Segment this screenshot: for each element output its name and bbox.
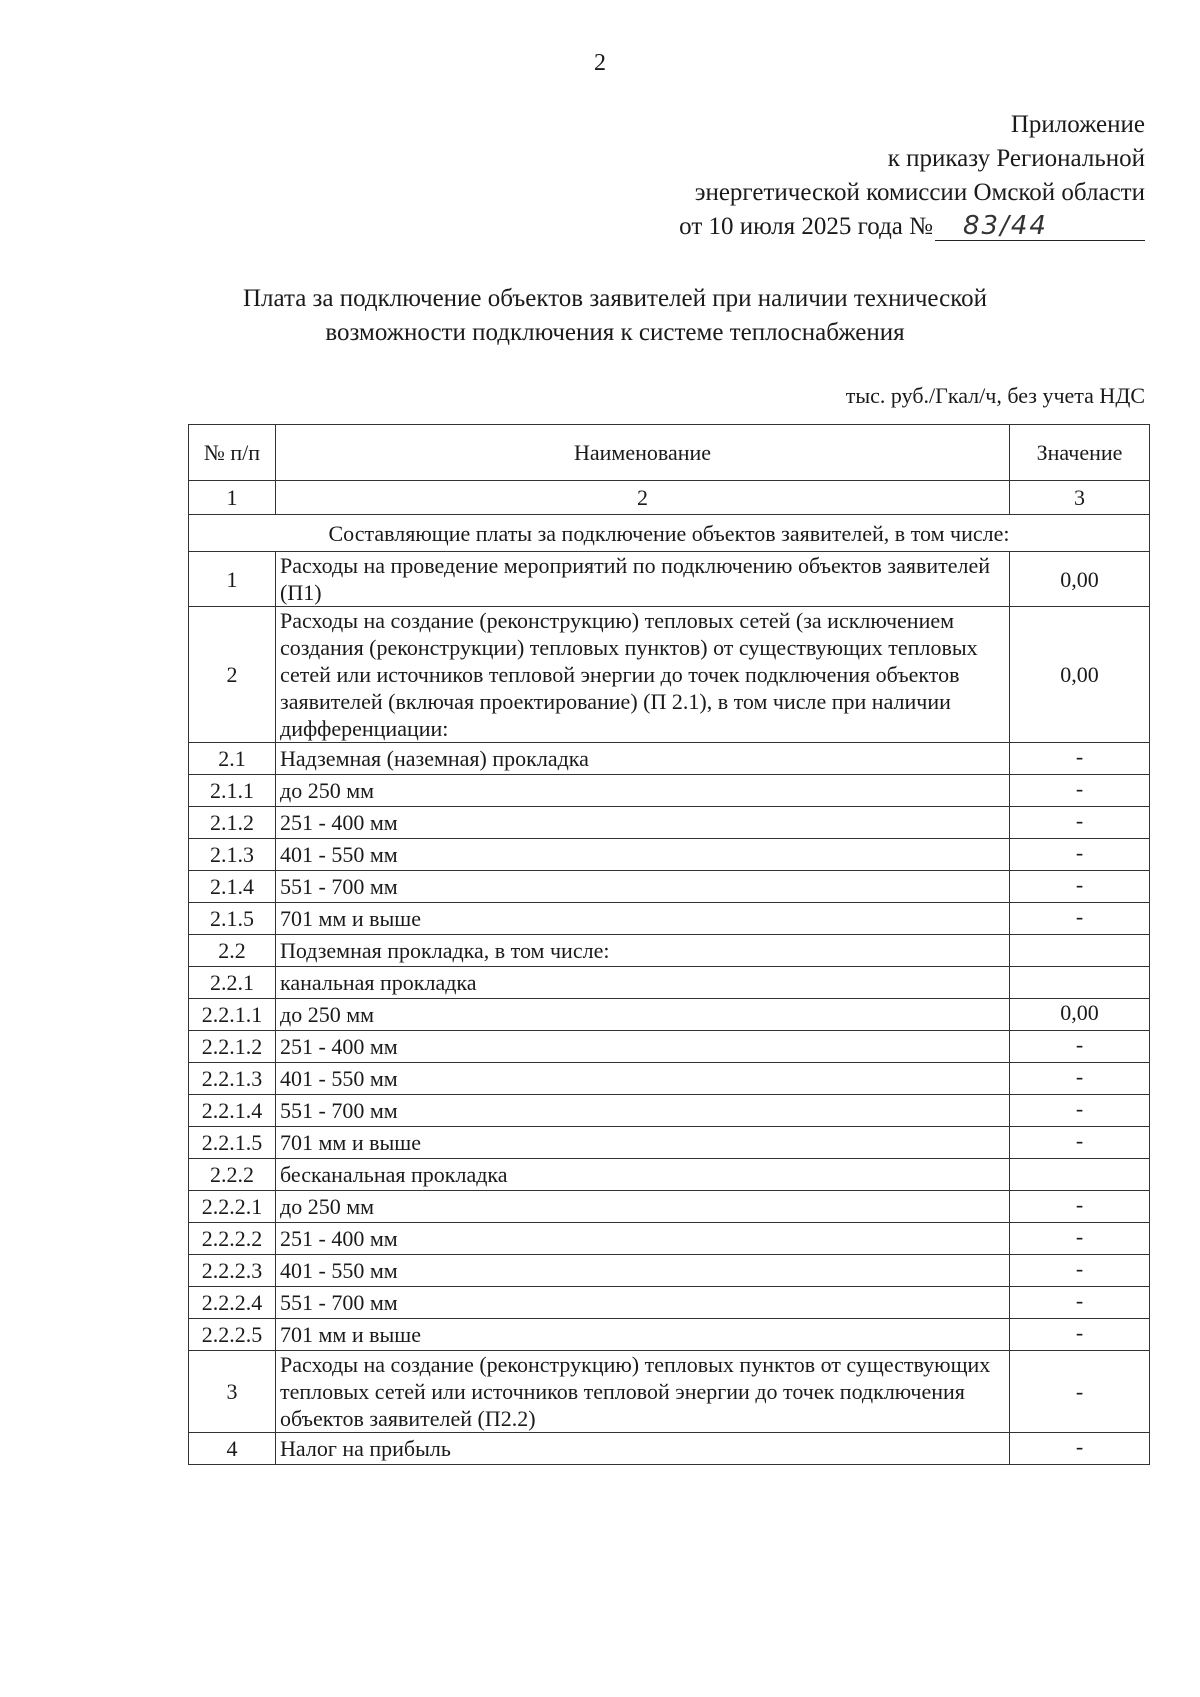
row-value: - <box>1010 775 1150 807</box>
row-name: 251 - 400 мм <box>276 1031 1010 1063</box>
tariff-table <box>188 424 1150 1465</box>
row-name: Надземная (наземная) прокладка <box>276 743 1010 775</box>
row-name: 401 - 550 мм <box>276 839 1010 871</box>
row-value <box>1010 967 1150 999</box>
appendix-line-2: к приказу Региональной <box>887 145 1145 172</box>
row-number: 2.2.1.1 <box>189 999 276 1031</box>
table-row <box>189 1095 1150 1127</box>
row-number: 2.2.1 <box>189 967 276 999</box>
row-value: - <box>1010 839 1150 871</box>
title-line-2: возможности подключения к системе теплоснабжения <box>325 319 905 346</box>
table-row <box>189 1159 1150 1191</box>
row-number: 2.2.2.5 <box>189 1319 276 1351</box>
row-value: - <box>1010 1287 1150 1319</box>
table-row <box>189 1223 1150 1255</box>
row-value: - <box>1010 1255 1150 1287</box>
row-name: 551 - 700 мм <box>276 871 1010 903</box>
row-number: 1 <box>189 552 276 607</box>
row-number: 2 <box>189 607 276 743</box>
table-row <box>189 935 1150 967</box>
table-row <box>189 967 1150 999</box>
row-number: 2.1.4 <box>189 871 276 903</box>
row-name: до 250 мм <box>276 999 1010 1031</box>
table-row <box>189 552 1150 607</box>
order-number-handwritten: 83/44 <box>935 212 1145 241</box>
column-index-row <box>189 481 1150 515</box>
table-row <box>189 1433 1150 1465</box>
row-name: Расходы на создание (реконструкцию) тепловых пунктов от существующих тепловых сетей или источников тепловой энергии до точек подключения объектов заявителей (П2.2) <box>276 1351 1010 1433</box>
order-line <box>679 210 1145 244</box>
row-number: 2.2.2.3 <box>189 1255 276 1287</box>
row-name: бесканальная прокладка <box>276 1159 1010 1191</box>
row-number: 2.2 <box>189 935 276 967</box>
column-index: 3 <box>1010 481 1150 515</box>
row-number: 2.1.2 <box>189 807 276 839</box>
row-name: 551 - 700 мм <box>276 1287 1010 1319</box>
table-row <box>189 1255 1150 1287</box>
row-name: канальная прокладка <box>276 967 1010 999</box>
row-number: 2.2.1.4 <box>189 1095 276 1127</box>
row-name: 701 мм и выше <box>276 1127 1010 1159</box>
row-name: Налог на прибыль <box>276 1433 1010 1465</box>
row-value: - <box>1010 1063 1150 1095</box>
row-value: - <box>1010 1191 1150 1223</box>
row-name: Расходы на создание (реконструкцию) тепловых сетей (за исключением создания (реконструкции) тепловых пунктов) от существующих тепловых сетей или источников тепловой энергии до точек подключения объектов заявителей (включая проектирование) (П 2.1), в том числе при наличии дифференциации: <box>276 607 1010 743</box>
section-title: Составляющие платы за подключение объектов заявителей, в том числе: <box>189 515 1150 552</box>
table-row <box>189 807 1150 839</box>
row-number: 2.2.2.4 <box>189 1287 276 1319</box>
row-value: - <box>1010 743 1150 775</box>
table-row <box>189 607 1150 743</box>
appendix-line-3: энергетической комиссии Омской области <box>694 179 1145 206</box>
table-row <box>189 1191 1150 1223</box>
column-index: 1 <box>189 481 276 515</box>
row-number: 2.1.5 <box>189 903 276 935</box>
table-row <box>189 1127 1150 1159</box>
table-row <box>189 1319 1150 1351</box>
document-title <box>180 282 1050 350</box>
row-number: 2.1.1 <box>189 775 276 807</box>
header-value: Значение <box>1010 425 1150 481</box>
table-row <box>189 871 1150 903</box>
row-name: 251 - 400 мм <box>276 807 1010 839</box>
row-value: - <box>1010 807 1150 839</box>
row-number: 2.2.1.2 <box>189 1031 276 1063</box>
column-index: 2 <box>276 481 1010 515</box>
row-number: 2.2.1.3 <box>189 1063 276 1095</box>
row-name: 701 мм и выше <box>276 1319 1010 1351</box>
row-value: - <box>1010 871 1150 903</box>
row-value: - <box>1010 1095 1150 1127</box>
table-row <box>189 775 1150 807</box>
table-row <box>189 743 1150 775</box>
row-value <box>1010 935 1150 967</box>
row-value: - <box>1010 1433 1150 1465</box>
row-number: 2.1 <box>189 743 276 775</box>
row-number: 2.2.1.5 <box>189 1127 276 1159</box>
row-value: 0,00 <box>1010 999 1150 1031</box>
table-row <box>189 1063 1150 1095</box>
row-name: до 250 мм <box>276 775 1010 807</box>
row-number: 3 <box>189 1351 276 1433</box>
section-row <box>189 515 1150 552</box>
row-name: Подземная прокладка, в том числе: <box>276 935 1010 967</box>
row-value: - <box>1010 903 1150 935</box>
row-value: - <box>1010 1127 1150 1159</box>
header-number: № п/п <box>189 425 276 481</box>
table-row <box>189 999 1150 1031</box>
row-value: - <box>1010 1351 1150 1433</box>
title-line-1: Плата за подключение объектов заявителей при наличии технической <box>243 285 987 312</box>
row-number: 2.2.2.2 <box>189 1223 276 1255</box>
row-name: 701 мм и выше <box>276 903 1010 935</box>
row-number: 2.1.3 <box>189 839 276 871</box>
row-number: 2.2.2 <box>189 1159 276 1191</box>
units-note: тыс. руб./Гкал/ч, без учета НДС <box>845 383 1145 408</box>
row-name: 551 - 700 мм <box>276 1095 1010 1127</box>
table-row <box>189 1031 1150 1063</box>
row-name: Расходы на проведение мероприятий по подключению объектов заявителей (П1) <box>276 552 1010 607</box>
row-value: - <box>1010 1031 1150 1063</box>
row-name: 401 - 550 мм <box>276 1063 1010 1095</box>
row-number: 2.2.2.1 <box>189 1191 276 1223</box>
table-row <box>189 1287 1150 1319</box>
page-number: 2 <box>594 50 606 76</box>
row-number: 4 <box>189 1433 276 1465</box>
row-value <box>1010 1159 1150 1191</box>
table-row <box>189 839 1150 871</box>
row-value: 0,00 <box>1010 607 1150 743</box>
row-value: - <box>1010 1319 1150 1351</box>
table-row <box>189 1351 1150 1433</box>
header-name: Наименование <box>276 425 1010 481</box>
table-header-row <box>189 425 1150 481</box>
appendix-block <box>679 108 1145 244</box>
row-name: до 250 мм <box>276 1191 1010 1223</box>
order-date: от 10 июля 2025 года № <box>679 213 933 240</box>
appendix-line-1: Приложение <box>1010 111 1145 138</box>
table-row <box>189 903 1150 935</box>
row-name: 401 - 550 мм <box>276 1255 1010 1287</box>
row-name: 251 - 400 мм <box>276 1223 1010 1255</box>
row-value: 0,00 <box>1010 552 1150 607</box>
row-value: - <box>1010 1223 1150 1255</box>
